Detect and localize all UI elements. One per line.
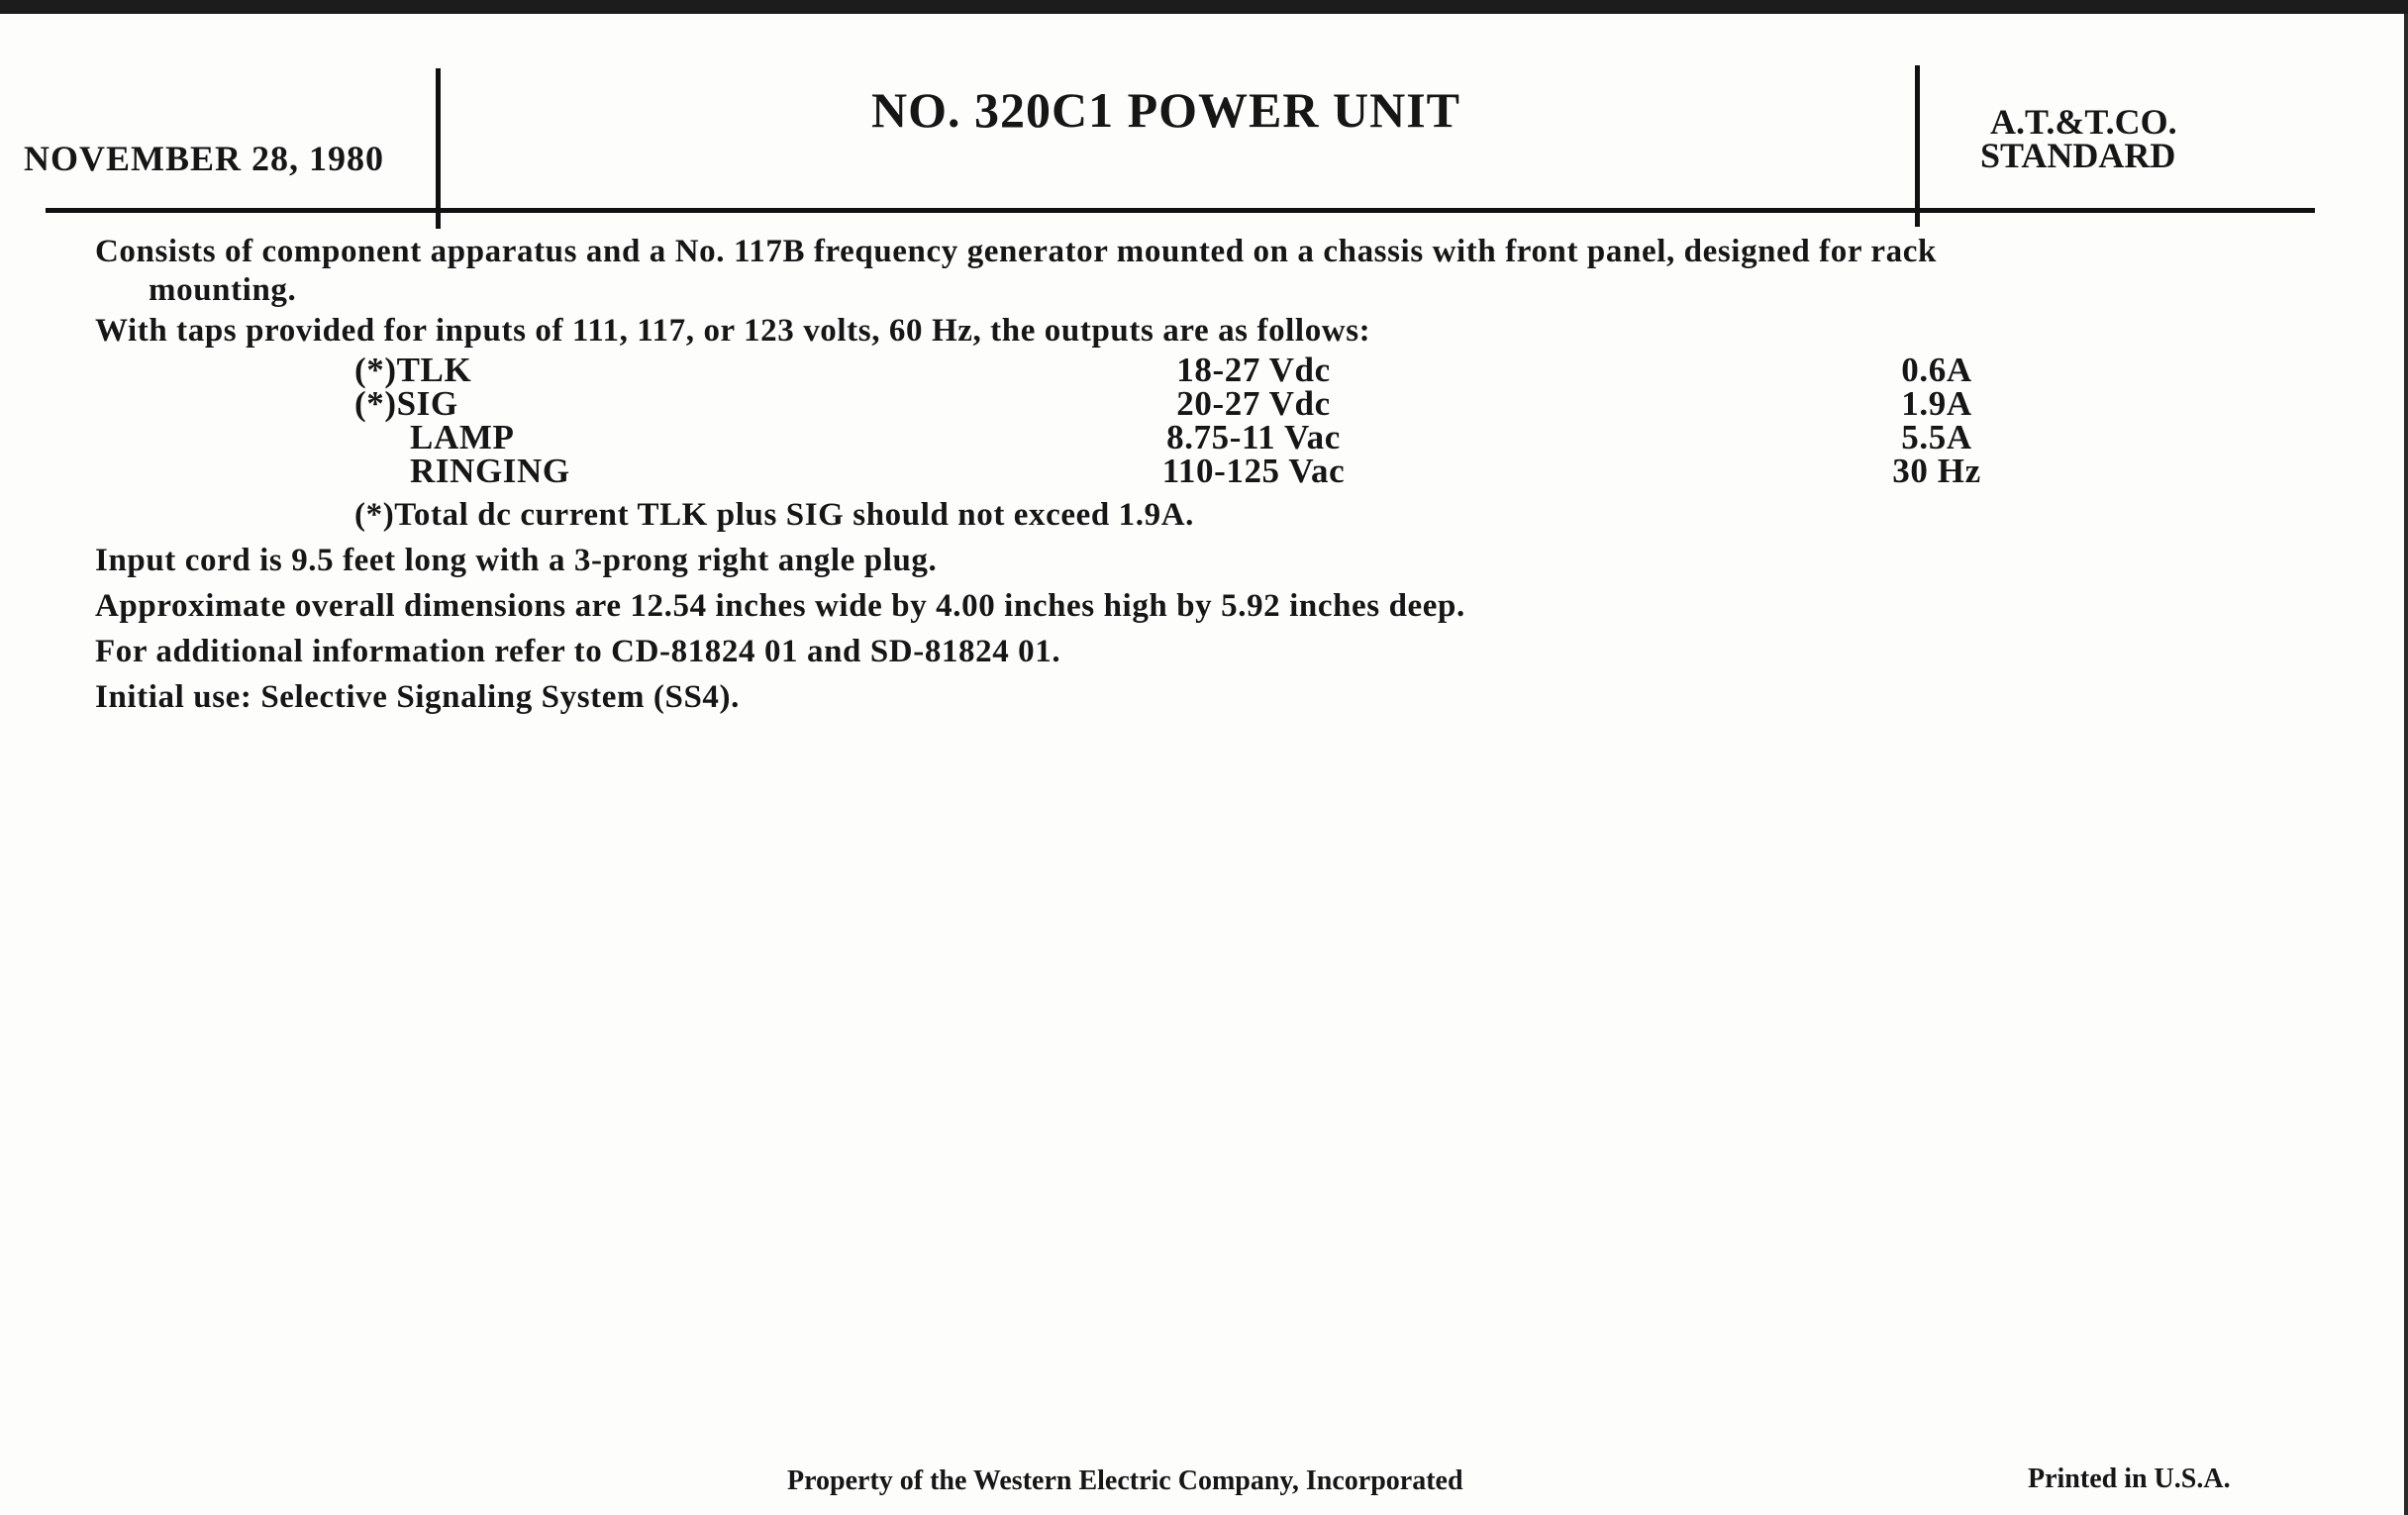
specification-card bbox=[0, 14, 2404, 1515]
output-name: RINGING bbox=[410, 452, 570, 490]
output-voltage: 20-27 Vdc bbox=[1176, 384, 1331, 423]
description-paragraph bbox=[95, 232, 2273, 309]
output-name: LAMP bbox=[410, 418, 515, 456]
header-divider-left bbox=[436, 68, 441, 229]
output-row bbox=[95, 386, 2273, 422]
output-name: (*)TLK bbox=[354, 351, 472, 389]
output-rating: 30 Hz bbox=[1892, 452, 1981, 490]
taps-intro: With taps provided for inputs of 111, 117, or 123 volts, 60 Hz, the outputs are as follows: bbox=[95, 313, 1371, 349]
printed-notice: Printed in U.S.A. bbox=[2028, 1464, 2231, 1494]
issue-date: NOVEMBER 28, 1980 bbox=[24, 139, 385, 178]
input-cord-text: Input cord is 9.5 feet long with a 3-prong right angle plug. bbox=[95, 543, 938, 578]
header-rule bbox=[46, 208, 2315, 213]
current-note: (*)Total dc current TLK plus SIG should not exceed 1.9A. bbox=[354, 497, 1195, 533]
output-voltage: 8.75-11 Vac bbox=[1166, 418, 1341, 456]
output-voltage: 18-27 Vdc bbox=[1176, 351, 1331, 389]
description-line-1: Consists of component apparatus and a No. 117B frequency generator mounted on a chassis with front panel, designed for rack bbox=[95, 234, 1937, 269]
output-rating: 5.5A bbox=[1901, 418, 1972, 456]
output-rating: 1.9A bbox=[1901, 384, 1972, 423]
outputs-table bbox=[95, 351, 2273, 491]
card-body bbox=[95, 232, 2273, 717]
dimensions-text: Approximate overall dimensions are 12.54 inches wide by 4.00 inches high by 5.92 inches deep. bbox=[95, 588, 1465, 624]
card-edge-shadow bbox=[2404, 14, 2408, 1515]
output-name: (*)SIG bbox=[354, 384, 458, 423]
card-title: NO. 320C1 POWER UNIT bbox=[871, 82, 1461, 138]
output-rating: 0.6A bbox=[1901, 351, 1972, 389]
output-row bbox=[95, 353, 2273, 388]
standard-mark bbox=[1980, 102, 2177, 175]
header-divider-right bbox=[1915, 65, 1920, 227]
standard-company: A.T.&T.CO. bbox=[1990, 102, 2177, 142]
initial-use-text: Initial use: Selective Signaling System (SS4). bbox=[95, 679, 740, 715]
output-row bbox=[95, 454, 2273, 489]
output-voltage: 110-125 Vac bbox=[1161, 452, 1346, 490]
standard-label: STANDARD bbox=[1980, 136, 2176, 175]
reference-text: For additional information refer to CD-81824 01 and SD-81824 01. bbox=[95, 634, 1061, 669]
property-notice: Property of the Western Electric Company, Incorporated bbox=[787, 1465, 1463, 1496]
output-row bbox=[95, 420, 2273, 455]
description-line-2: mounting. bbox=[149, 272, 297, 308]
